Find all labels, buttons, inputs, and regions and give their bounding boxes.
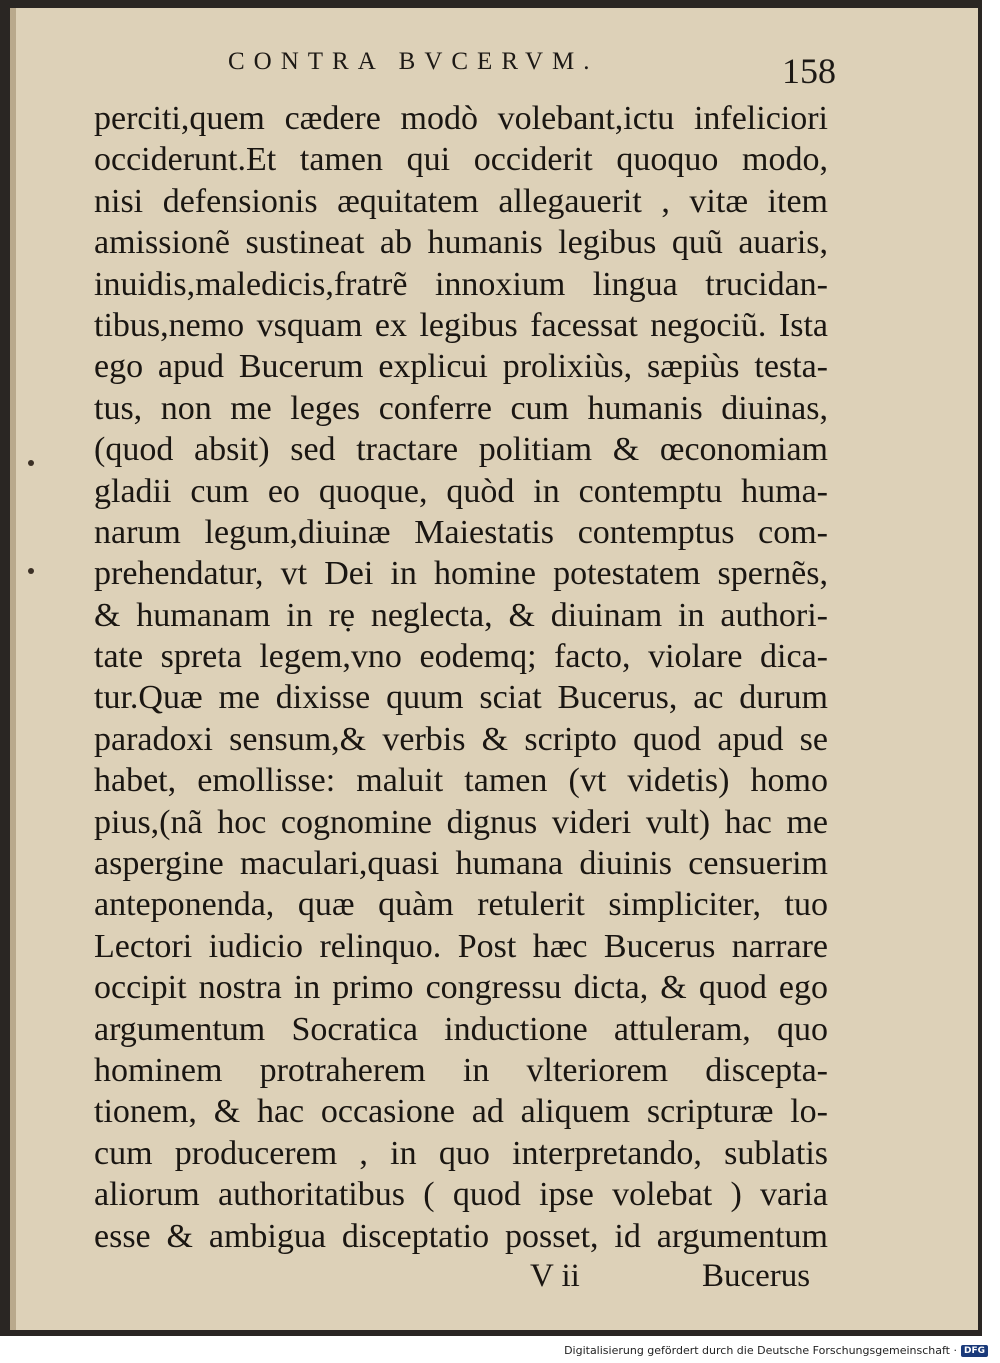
text-line: occiderunt.Et tamen qui occiderit quoquo modo,	[94, 141, 828, 179]
catchword: Bucerus	[702, 1258, 811, 1294]
text-line: Lectori iudicio relinquo. Post hæc Bucerus narrare	[94, 927, 828, 965]
text-line: gladii cum eo quoque, quòd in contemptu huma-	[94, 472, 828, 510]
text-line: narum legum,diuinæ Maiestatis contemptus com-	[94, 513, 828, 551]
digitization-credit	[564, 1344, 988, 1357]
text-line: paradoxi sensum,& verbis & scripto quod apud se	[94, 720, 828, 758]
text-line: occipit nostra in primo congressu dicta, & quod ego	[94, 969, 828, 1007]
text-line: tibus,nemo vsquam ex legibus facessat negociũ. Ista	[94, 306, 828, 344]
text-line: amissionẽ sustineat ab humanis legibus quũ auaris,	[94, 224, 828, 262]
text-line: & humanam in rẹ neglecta, & diuinam in authori-	[94, 596, 828, 634]
text-line: tionem, & hac occasione ad aliquem scripturæ lo-	[94, 1093, 828, 1131]
text-line: tus, non me leges conferre cum humanis diuinas,	[94, 389, 828, 427]
text-line: aliorum authoritatibus ( quod ipse volebat ) varia	[94, 1176, 828, 1214]
running-head: CONTRA BVCERVM.	[228, 48, 599, 75]
text-line: nisi defensionis æquitatem allegauerit , vitæ item	[94, 182, 828, 220]
text-line: prehendatur, vt Dei in homine potestatem spernẽs,	[94, 555, 828, 593]
signature-mark: V ii	[530, 1258, 580, 1294]
text-line: inuidis,maledicis,fratrẽ innoxium lingua trucidan-	[94, 265, 828, 303]
body-text	[94, 98, 828, 1257]
text-line: aspergine maculari,quasi humana diuinis censuerim	[94, 845, 828, 883]
page-number: 158	[782, 51, 836, 91]
text-line: esse & ambigua disceptatio posset, id argumentum	[94, 1217, 828, 1255]
text-line: pius,(nã hoc cognomine dignus videri vult) hac me	[94, 803, 828, 841]
text-line: anteponenda, quæ quàm retulerit simpliciter, tuo	[94, 886, 828, 924]
page-edge-mark	[28, 460, 34, 466]
text-line: cum producerem , in quo interpretando, sublatis	[94, 1134, 828, 1172]
page-edge-mark	[28, 568, 34, 574]
text-line: perciti,quem cædere modò volebant,ictu infeliciori	[94, 100, 828, 137]
text-line: hominem protraherem in vlteriorem disceptа-	[94, 1051, 828, 1089]
text-line: tur.Quæ me dixisse quum sciat Bucerus, ac durum	[94, 679, 828, 717]
dfg-logo[interactable]: DFG	[961, 1345, 988, 1357]
text-line: ego apud Bucerum explicui prolixiùs, sæpiùs testa-	[94, 348, 828, 386]
text-line: argumentum Socratica inductione attuleram, quo	[94, 1010, 828, 1048]
text-line: (quod absit) sed tractare politiam & œconomiam	[94, 431, 828, 469]
text-line: tate spreta legem,vno eodemq; facto, violare dica-	[94, 638, 828, 676]
credit-text: Digitalisierung gefördert durch die Deutsche Forschungsgemeinschaft ·	[564, 1344, 957, 1357]
text-line: habet, emollisse: maluit tamen (vt videtis) homo	[94, 762, 828, 800]
